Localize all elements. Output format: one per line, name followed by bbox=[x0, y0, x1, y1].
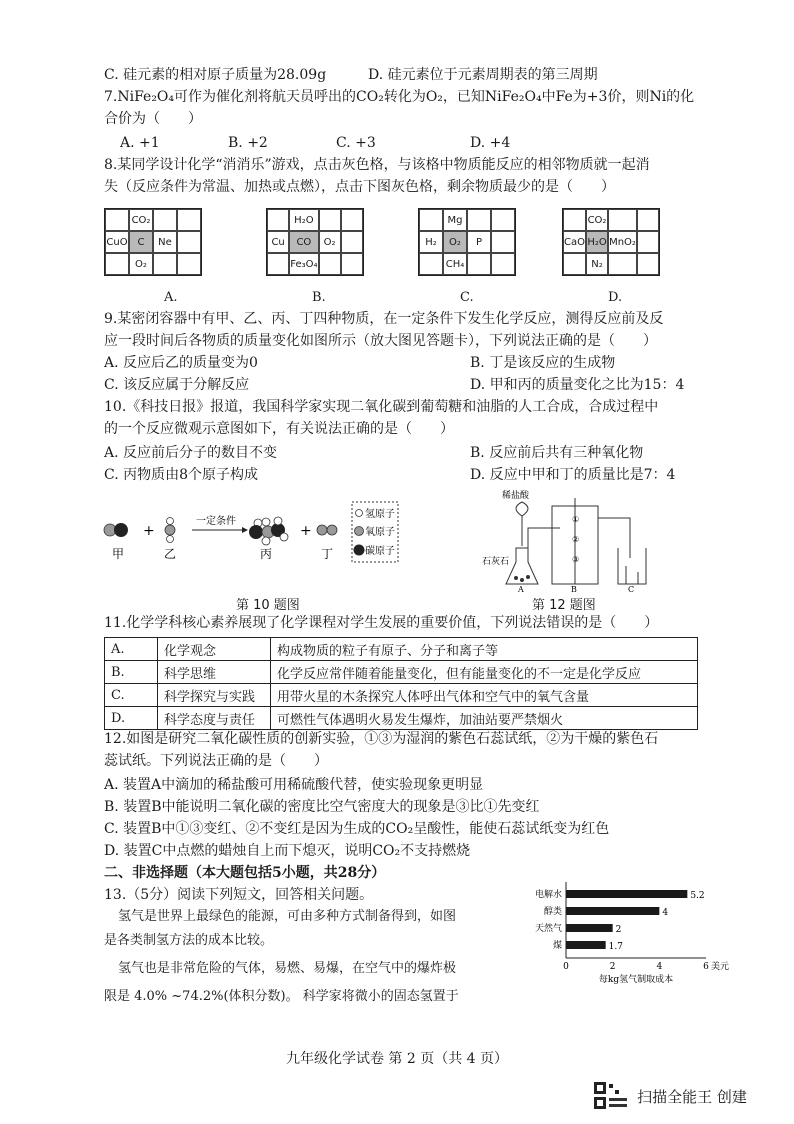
q10-stem-2: 的一个反应微观示意图如下，有关说法正确的是（ ） bbox=[104, 421, 454, 437]
data-label: 5.2 bbox=[690, 891, 705, 901]
bar bbox=[566, 941, 606, 949]
option-cell: A. bbox=[105, 638, 158, 661]
paper-2: ② bbox=[572, 535, 580, 544]
fig10-diagram bbox=[100, 496, 400, 576]
xiaoxiaole-grid-a bbox=[104, 208, 202, 276]
data-label: 4 bbox=[662, 908, 669, 918]
reaction-condition: 一定条件 bbox=[196, 516, 236, 527]
grid-cell: CH₄ bbox=[443, 253, 467, 275]
grid-label-c: C. bbox=[460, 290, 474, 305]
q9-option-b: B. 丁是该反应的生成物 bbox=[470, 355, 616, 371]
content-cell: 构成物质的粒子有原子、分子和离子等 bbox=[271, 638, 698, 661]
q13-stem: 13.（5分）阅读下列短文，回答相关问题。 bbox=[104, 887, 374, 903]
q6-option-d: D. 硅元素位于元素周期表的第三周期 bbox=[368, 67, 598, 83]
content-cell: 化学反应常伴随着能量变化，但有能量变化的不一定是化学反应 bbox=[271, 661, 698, 684]
fig10-caption: 第 10 题图 bbox=[236, 598, 300, 613]
grid-cell bbox=[608, 209, 637, 231]
q12-option-d: D. 装置C中点燃的蜡烛自上而下熄灭，说明CO₂不支持燃烧 bbox=[104, 843, 471, 859]
tick-label: 2 bbox=[609, 962, 616, 972]
q12-stem-2: 蕊试纸。下列说法正确的是（ ） bbox=[104, 753, 328, 769]
q10-option-a: A. 反应前后分子的数目不变 bbox=[104, 445, 278, 461]
grid-cell bbox=[341, 231, 363, 253]
tick-label: 6 bbox=[703, 962, 709, 972]
bar bbox=[566, 907, 659, 915]
scanner-text: 扫描全能王 创建 bbox=[637, 1087, 747, 1106]
grid-cell bbox=[491, 231, 515, 253]
fig12-caption: 第 12 题图 bbox=[532, 598, 596, 613]
grid-cell bbox=[177, 231, 201, 253]
q13-para-1: 氢气是世界上最绿色的能源，可由多种方式制备得到，如图 bbox=[118, 909, 457, 924]
q8-stem-2: 失（反应条件为常温、加热或点燃），点击下图灰色格，剩余物质最少的是（ ） bbox=[104, 179, 615, 195]
grid-cell-gray: C bbox=[129, 231, 153, 253]
label-bing: 丙 bbox=[260, 547, 273, 561]
scanner-watermark bbox=[594, 1082, 747, 1110]
q10-stem-1: 10.《科技日报》报道，我国科学家实现二氧化碳到葡萄糖和油脂的人工合成，合成过程中 bbox=[104, 399, 659, 415]
grid-cell-gray: H₂O bbox=[586, 231, 608, 253]
molecule-jia bbox=[104, 523, 128, 537]
grid-cell bbox=[341, 209, 363, 231]
grid-cell bbox=[267, 209, 289, 231]
grid-cell bbox=[341, 253, 363, 275]
grid-label-d: D. bbox=[608, 290, 623, 305]
q10-option-d: D. 反应中甲和丁的质量比是7：4 bbox=[470, 467, 676, 483]
q9-option-d: D. 甲和丙的质量变化之比为15：4 bbox=[470, 377, 685, 393]
q7-option-a: A. +1 bbox=[120, 135, 160, 151]
option-cell: C. bbox=[105, 684, 158, 707]
grid-cell: CO₂ bbox=[586, 209, 608, 231]
grid-cell: Fe₃O₄ bbox=[289, 253, 318, 275]
q13-para-3: 氢气也是非常危险的气体，易燃、易爆，在空气中的爆炸极 bbox=[118, 961, 457, 976]
q11-table bbox=[104, 637, 698, 730]
grid-cell bbox=[467, 209, 491, 231]
table-row bbox=[105, 707, 698, 730]
grid-cell: O₂ bbox=[319, 231, 341, 253]
content-cell: 可燃性气体遇明火易发生爆炸，加油站要严禁烟火 bbox=[271, 707, 698, 730]
q12-option-b: B. 装置B中能说明二氧化碳的密度比空气密度大的现象是③比①先变红 bbox=[104, 799, 540, 815]
bar bbox=[566, 924, 613, 932]
label-yi: 乙 bbox=[164, 547, 177, 561]
q7-stem-1: 7.NiFe₂O₄可作为催化剂将航天员呼出的CO₂转化为O₂，已知NiFe₂O₄中Fe为+3价，则Ni的化 bbox=[104, 89, 695, 105]
grid-cell: O₂ bbox=[129, 253, 153, 275]
grid-cell bbox=[319, 209, 341, 231]
grid-cell: N₂ bbox=[586, 253, 608, 275]
grid-cell bbox=[177, 253, 201, 275]
grid-cell bbox=[563, 253, 586, 275]
q13-para-2: 是各类制氢方法的成本比较。 bbox=[104, 933, 274, 948]
grid-cell-gray: O₂ bbox=[443, 231, 467, 253]
q9-stem-2: 应一段时间后各物质的质量变化如图所示（放大图见答题卡），下列说法正确的是（ ） bbox=[104, 333, 657, 349]
category-label: 煤 bbox=[552, 941, 562, 951]
grid-cell: P bbox=[467, 231, 491, 253]
grid-cell bbox=[563, 209, 586, 231]
q12-option-a: A. 装置A中滴加的稀盐酸可用稀硫酸代替，使实验现象更明显 bbox=[104, 777, 484, 793]
molecule-yi bbox=[165, 518, 175, 543]
grid-cell: Cu bbox=[267, 231, 289, 253]
content-cell: 用带火星的木条探究人体呼出气体和空气中的氧气含量 bbox=[271, 684, 698, 707]
category-label: 醇类 bbox=[543, 907, 562, 917]
svg-text:+: + bbox=[143, 523, 155, 539]
grid-cell bbox=[105, 253, 129, 275]
q12-stem-1: 12.如图是研究二氧化碳性质的创新实验，①③为湿润的紫色石蕊试纸，②为干燥的紫色石 bbox=[104, 731, 659, 747]
q10-option-b: B. 反应前后共有三种氧化物 bbox=[470, 445, 644, 461]
option-cell: D. bbox=[105, 707, 158, 730]
paper-1: ① bbox=[572, 515, 580, 524]
q7-option-b: B. +2 bbox=[228, 135, 268, 151]
grid-cell bbox=[637, 209, 659, 231]
x-axis-label: 每kg氢气制取成本 bbox=[598, 975, 674, 985]
grid-cell bbox=[153, 209, 177, 231]
tick-label: 0 bbox=[563, 962, 569, 972]
grid-cell bbox=[637, 231, 659, 253]
grid-cell: CaO bbox=[563, 231, 586, 253]
category-label: 电解水 bbox=[534, 890, 562, 900]
legend-o: 氧原子 bbox=[365, 527, 395, 538]
q6-option-c: C. 硅元素的相对原子质量为28.09g bbox=[104, 67, 327, 83]
svg-text:+: + bbox=[300, 523, 312, 539]
grid-cell bbox=[467, 253, 491, 275]
q7-stem-2: 合价为（ ） bbox=[104, 111, 202, 127]
q10-option-c: C. 丙物质由8个原子构成 bbox=[104, 467, 259, 483]
grid-cell-gray: CO bbox=[289, 231, 318, 253]
acid-label: 稀盐酸 bbox=[502, 491, 530, 501]
grid-cell: CuO bbox=[105, 231, 129, 253]
axis-unit: 美元 bbox=[710, 962, 730, 972]
fig12-apparatus bbox=[480, 488, 690, 592]
grid-cell bbox=[319, 253, 341, 275]
table-row bbox=[105, 684, 698, 707]
topic-cell: 科学思维 bbox=[158, 661, 271, 684]
grid-cell bbox=[491, 253, 515, 275]
legend-h: 氢原子 bbox=[365, 509, 395, 520]
q9-option-c: C. 该反应属于分解反应 bbox=[104, 377, 250, 393]
category-label: 天然气 bbox=[534, 924, 562, 934]
q12-option-c: C. 装置B中①③变红、②不变红是因为生成的CO₂呈酸性，能使石蕊试纸变为红色 bbox=[104, 821, 610, 837]
grid-cell bbox=[637, 253, 659, 275]
label-jia: 甲 bbox=[112, 547, 125, 561]
xiaoxiaole-grid-c bbox=[418, 208, 516, 276]
q13-para-4: 限是 4.0% ~74.2%(体积分数)。 科学家将微小的固态氢置于 bbox=[104, 989, 459, 1004]
table-row bbox=[105, 638, 698, 661]
grid-cell: CO₂ bbox=[129, 209, 153, 231]
grid-cell bbox=[153, 253, 177, 275]
qr-icon bbox=[594, 1082, 628, 1110]
grid-cell: Mg bbox=[443, 209, 467, 231]
topic-cell: 科学态度与责任 bbox=[158, 707, 271, 730]
grid-cell bbox=[419, 209, 443, 231]
page-footer: 九年级化学试卷 第 2 页（共 4 页） bbox=[285, 1051, 509, 1067]
q11-stem: 11.化学学科核心素养展现了化学课程对学生发展的重要价值，下列说法错误的是（ ） bbox=[104, 615, 659, 631]
molecule-ding bbox=[317, 525, 337, 535]
bar bbox=[566, 890, 687, 898]
grid-label-b: B. bbox=[312, 290, 326, 305]
label-b: B bbox=[571, 585, 577, 594]
legend-c: 碳原子 bbox=[365, 546, 395, 557]
q9-stem-1: 9.某密闭容器中有甲、乙、丙、丁四种物质，在一定条件下发生化学反应，测得反应前及反 bbox=[104, 311, 664, 327]
hydrogen-cost-chart bbox=[500, 880, 730, 985]
grid-cell: Ne bbox=[153, 231, 177, 253]
data-label: 1.7 bbox=[608, 942, 623, 952]
option-cell: B. bbox=[105, 661, 158, 684]
tick-label: 4 bbox=[656, 962, 663, 972]
grid-cell: H₂ bbox=[419, 231, 443, 253]
q9-option-a: A. 反应后乙的质量变为0 bbox=[104, 355, 258, 371]
q7-option-c: C. +3 bbox=[336, 135, 376, 151]
topic-cell: 科学探究与实践 bbox=[158, 684, 271, 707]
topic-cell: 化学观念 bbox=[158, 638, 271, 661]
q7-option-d: D. +4 bbox=[470, 135, 511, 151]
label-c: C bbox=[628, 585, 635, 594]
data-label: 2 bbox=[615, 925, 622, 935]
grid-cell bbox=[105, 209, 129, 231]
grid-cell: H₂O bbox=[289, 209, 318, 231]
grid-cell bbox=[177, 209, 201, 231]
xiaoxiaole-grid-b bbox=[266, 208, 364, 276]
grid-cell bbox=[267, 253, 289, 275]
grid-cell bbox=[419, 253, 443, 275]
grid-cell bbox=[608, 253, 637, 275]
xiaoxiaole-grid-d bbox=[562, 208, 660, 276]
paper-3: ③ bbox=[572, 555, 580, 564]
q8-stem-1: 8.某同学设计化学“消消乐”游戏，点击灰色格，与该格中物质能反应的相邻物质就一起消 bbox=[104, 157, 650, 173]
grid-label-a: A. bbox=[164, 290, 178, 305]
grid-cell: MnO₂ bbox=[608, 231, 637, 253]
section-2-heading: 二、非选择题（本大题包括5小题，共28分） bbox=[104, 865, 386, 881]
limestone-label: 石灰石 bbox=[482, 557, 510, 567]
table-row bbox=[105, 661, 698, 684]
label-ding: 丁 bbox=[321, 547, 334, 561]
label-a: A bbox=[518, 585, 524, 594]
grid-cell bbox=[491, 209, 515, 231]
molecule-bing bbox=[249, 517, 288, 545]
